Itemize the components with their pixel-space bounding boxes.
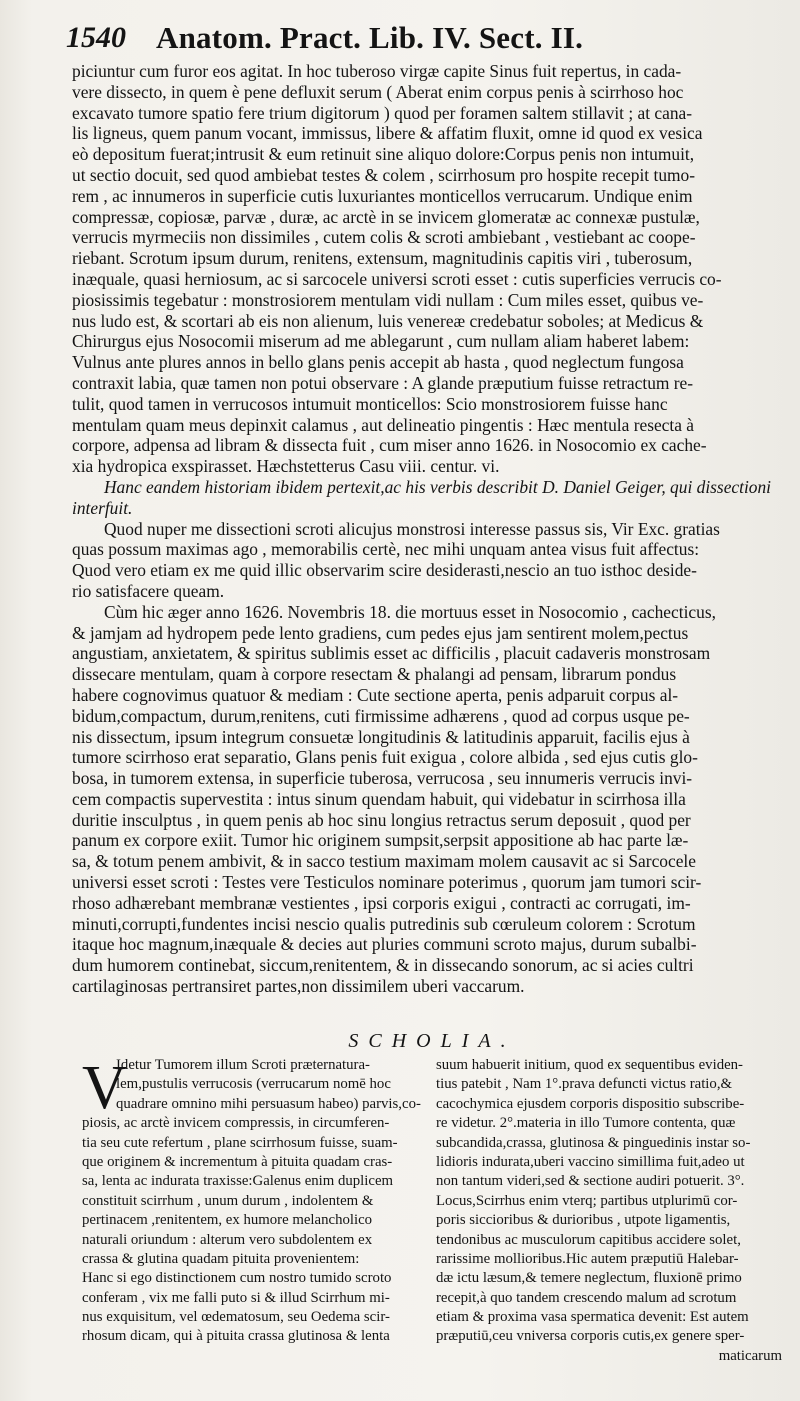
scholia-line: re videtur. 2°.materia in illo Tumore contenta, quæ: [436, 1115, 736, 1132]
text-line: riebant. Scrotum ipsum durum, renitens, extensum, magnitudinis capitis viri , tuberosum,: [72, 248, 693, 269]
text-line: bosa, in tumorem extensa, in superficie tuberosa, verrucosa , seu innumeris verrucis invi-: [72, 768, 693, 789]
text-line: excavato tumore spatio fere trium digitorum ) quod per foramen saltem stillavit ; at cana-: [72, 102, 693, 123]
text-line: dum humorem continebat, siccum,renitentem, & in dissecando sonorum, ac si acies cultri: [72, 955, 694, 976]
scholia-line: rarissime mollioribus.Hic autem præputiū Halebar-: [436, 1250, 739, 1267]
scholia-line: cacochymica ejusdem corporis dispositio subscribe-: [436, 1095, 745, 1112]
text-line: inæquale, quasi herniosum, ac si sarcocele universi scroti esset : cutis superficies verrucis co-: [72, 268, 722, 289]
scholia-line: pertinacem ,renitentem, ex humore melancholico: [82, 1212, 373, 1229]
italic-text-line: interfuit.: [72, 497, 133, 518]
scholia-right-column: [436, 1056, 782, 1366]
text-line: eò depositum fuerat;intrusit & eum retinuit sine aliquo dolore:Corpus penis non intumuit,: [72, 144, 695, 165]
text-line: quas possum maximas ago , memorabilis certè, nec mihi unquam antea visus fuit affectus:: [72, 539, 700, 560]
text-line: mentulam quam meus depinxit calamus , aut delineatio pingentis : Hæc mentula resecta à: [72, 414, 695, 435]
italic-text-line: Hanc eandem historiam ibidem pertexit,ac his verbis describit D. Daniel Geiger, qui dissectioni: [104, 476, 772, 497]
text-line: piciuntur cum furor eos agitat. In hoc tuberoso virgæ capite Sinus fuit repertus, in cada-: [72, 61, 682, 81]
scholia-line: naturali oriundum : alterum vero subdolentem ex: [82, 1231, 373, 1248]
drop-cap: V: [82, 1054, 127, 1122]
page-header: [66, 16, 770, 60]
scholia-line: crassa & glutina quadam pituita provenientem:: [82, 1250, 360, 1267]
scholia-line: maticarum: [718, 1347, 782, 1364]
text-line: corpore, adpensa ad libram & dissecta fuit , cum miser anno 1626. in Nosocomio ex cache-: [72, 435, 707, 456]
text-line: rhoso adhærebant membranæ vestientes , ipsi corporis exigui , contracti ac corrugati, im-: [72, 892, 691, 913]
text-line: angustiam, anxietatem, & spiritus sublimis esset ac difficilis , placuit cadaveris monstrosam: [72, 643, 711, 664]
scholia-line: que originem & incrementum à pituita quadam cras-: [82, 1153, 393, 1170]
scholia-line: rhosum dicam, qui à pituita crassa glutinosa & lenta: [82, 1328, 390, 1345]
text-line: lis ligneus, quem panum vocant, immissus, libere & affatim fluxit, omne id quod ex vesica: [72, 123, 703, 144]
text-line: universi esset scroti : Testes vere Testiculos nominare poterimus , quorum jam tumori scir-: [72, 872, 702, 893]
text-line: [72, 997, 792, 1018]
text-line: sa, & totum penem ambivit, & in sacco testium maximam molem causavit ac si Sarcocele: [72, 851, 696, 872]
scholia-line: Locus,Scirrhus enim vterq; partibus utplurimū cor-: [436, 1192, 738, 1209]
scholia-line: subcandida,crassa, glutinosa & pinguedinis instar so-: [436, 1134, 751, 1151]
text-line: contraxit labia, quæ tamen non potui observare : A glande præputium fuisse retractum re-: [72, 372, 694, 393]
scholia-line: lidioris indurata,uberi vaccino simillima fuit,adeo ut: [436, 1153, 745, 1170]
text-line: minuti,corrupti,fundentes incisi nescio qualis putredinis sub cœruleum colorem : Scrotum: [72, 913, 696, 934]
text-line: bidum,compactum, durum,renitens, cuti firmissime adhærens , quod ad corpus usque pe-: [72, 705, 690, 726]
scholia-line: dæ ictu læsum,& temere neglectum, fluxionē primo: [436, 1270, 742, 1287]
text-line: piosissimis tegebatur : monstrosiorem mentulam vidi nullam : Cum miles esset, quibus ve-: [72, 289, 704, 310]
text-line: panum ex corpore exiit. Tumor hic originem sumpsit,serpsit appositione ab hac parte læ-: [72, 830, 689, 851]
scholia-line: suum habuerit initium, quod ex sequentibus eviden-: [436, 1057, 743, 1073]
scholia-line: quadrare omnino mihi persuasum habeo) parvis,co-: [116, 1095, 421, 1112]
text-line: vere dissecto, in quem è pene defluxit serum ( Aberat enim corpus penis à scirrhoso hoc: [72, 81, 684, 102]
text-line: tumore scirrhoso erat separatio, Glans penis fuit exigua , colore albida , sed ejus cutis glo-: [72, 747, 698, 768]
scholia-heading: SCHOLIA.: [348, 1030, 516, 1052]
text-line: cem compactis supervestita : intus sinum quendam habuit, qui videbatur in scirrhosa illa: [72, 788, 686, 809]
running-head: Anatom. Pract. Lib. IV. Sect. II.: [156, 20, 584, 55]
scholia-line: poris siccioribus & durioribus , utpote ligamentis,: [436, 1212, 731, 1229]
text-line: tulit, quod tamen in verrucosos intumuit monticellos: Scio monstrosiorem fuisse hanc: [72, 393, 668, 414]
text-line: xia hydropica exspirasset. Hæchstetterus Casu viii. centur. vi.: [72, 456, 500, 477]
scholia-line: sa, lenta ac indurata traxisse:Galenus enim duplicem: [82, 1173, 394, 1190]
scholia-line: tius patebit , Nam 1°.prava defuncti victus ratio,&: [436, 1076, 733, 1093]
scholia-line: Idetur Tumorem illum Scroti præternatura-: [116, 1057, 370, 1073]
scholia-line: conferam , vix me falli puto si & illud Scirrhum mi-: [82, 1289, 390, 1306]
text-line: verrucis myrmeciis non dissimiles , cutem colis & scroti ambiebant , vestiebant ac coope-: [72, 227, 696, 248]
text-line: rio satisfacere queam.: [72, 580, 225, 601]
text-line: rem , ac innumeros in superficie cutis luxuriantes monticellos verrucarum. Undique enim: [72, 185, 693, 206]
text-line: Vulnus ante plures annos in bello glans penis accepit ab hasta , quod neglectum fungosa: [72, 352, 684, 373]
scholia-line: constituit scirrhum , unum durum , indolentem &: [82, 1192, 374, 1209]
text-line: Cùm hic æger anno 1626. Novembris 18. die mortuus esset in Nosocomio , cachecticus,: [104, 601, 716, 622]
text-line: & jamjam ad hydropem pede lento gradiens, cum pedes ejus jam sentirent molem,pectus: [72, 622, 689, 643]
text-line: habere cognovimus quatuor & mediam : Cute sectione aperta, penis adparuit corpus al-: [72, 684, 679, 705]
scholia-line: etiam & proxima vasa spermatica devenit: Est autem: [436, 1309, 749, 1326]
text-line: ut sectio docuit, sed quod ambiebat testes & colem , scirrhosum pro hospite recepit tumo-: [72, 164, 696, 185]
text-line: compressæ, copiosæ, parvæ , duræ, ac arctè in se invicem glomeratæ ac connexæ pustulæ,: [72, 206, 700, 227]
scholia-line: Hanc si ego distinctionem cum nostro tumido scroto: [82, 1270, 392, 1287]
scholia-left-column: [82, 1056, 428, 1347]
scholia-line: non tantum videri,sed & sectione audiri potuerit. 3°.: [436, 1173, 745, 1190]
text-line: Chirurgus ejus Nosocomii miserum ad me ablegarunt , cum nullam aliam haberet labem:: [72, 331, 690, 352]
text-line: Quod nuper me dissectioni scroti alicujus monstrosi interesse passus sis, Vir Exc. gratias: [104, 518, 720, 539]
text-line: dissecare mentulam, quam à corpore resectam & phalangi ad pensam, librarum pondus: [72, 664, 677, 685]
text-line: itaque hoc magnum,inæquale & decies aut pluries communi scroto majus, durum subalbi-: [72, 934, 697, 955]
text-line: Quod vero etiam ex me quid illic observarim scire desiderasti,nescio an tuo isthoc deside-: [72, 560, 697, 581]
scholia-line: piosis, ac arctè invicem compressis, in circumferen-: [82, 1115, 390, 1132]
scholia-line: recepit,à quo tandem crescendo malum ad scrotum: [436, 1289, 737, 1306]
page-number: 1540: [66, 21, 126, 54]
main-text-block: [72, 61, 792, 1018]
scholia-line: lem,pustulis verrucosis (verrucarum nomē hoc: [116, 1076, 391, 1093]
scholia-line: præputiū,ceu vniversa corporis cutis,ex genere sper-: [436, 1328, 745, 1345]
text-line: cartilaginosas pertransiret partes,non dissimilem uberi vaccarum.: [72, 976, 525, 997]
scholia-line: tendonibus ac musculorum capitibus accidere solet,: [436, 1231, 741, 1248]
text-line: nus ludo est, & scortari ab eis non alienum, luis venereæ credebatur soboles; at Medicus &: [72, 310, 704, 331]
scholia-line: nus exquisitum, vel œdematosum, seu Oedema scir-: [82, 1309, 390, 1326]
scholia-line: tia seu cute refertum , plane scirrhosum fuisse, suam-: [82, 1134, 398, 1151]
text-line: duritie insculptus , in quem penis ab hoc sinu longius retractus serum deposuit , quod per: [72, 809, 691, 830]
text-line: nis dissectum, ipsum integrum consuetæ longitudinis & latitudinis apparuit, facilis ejus à: [72, 726, 690, 747]
